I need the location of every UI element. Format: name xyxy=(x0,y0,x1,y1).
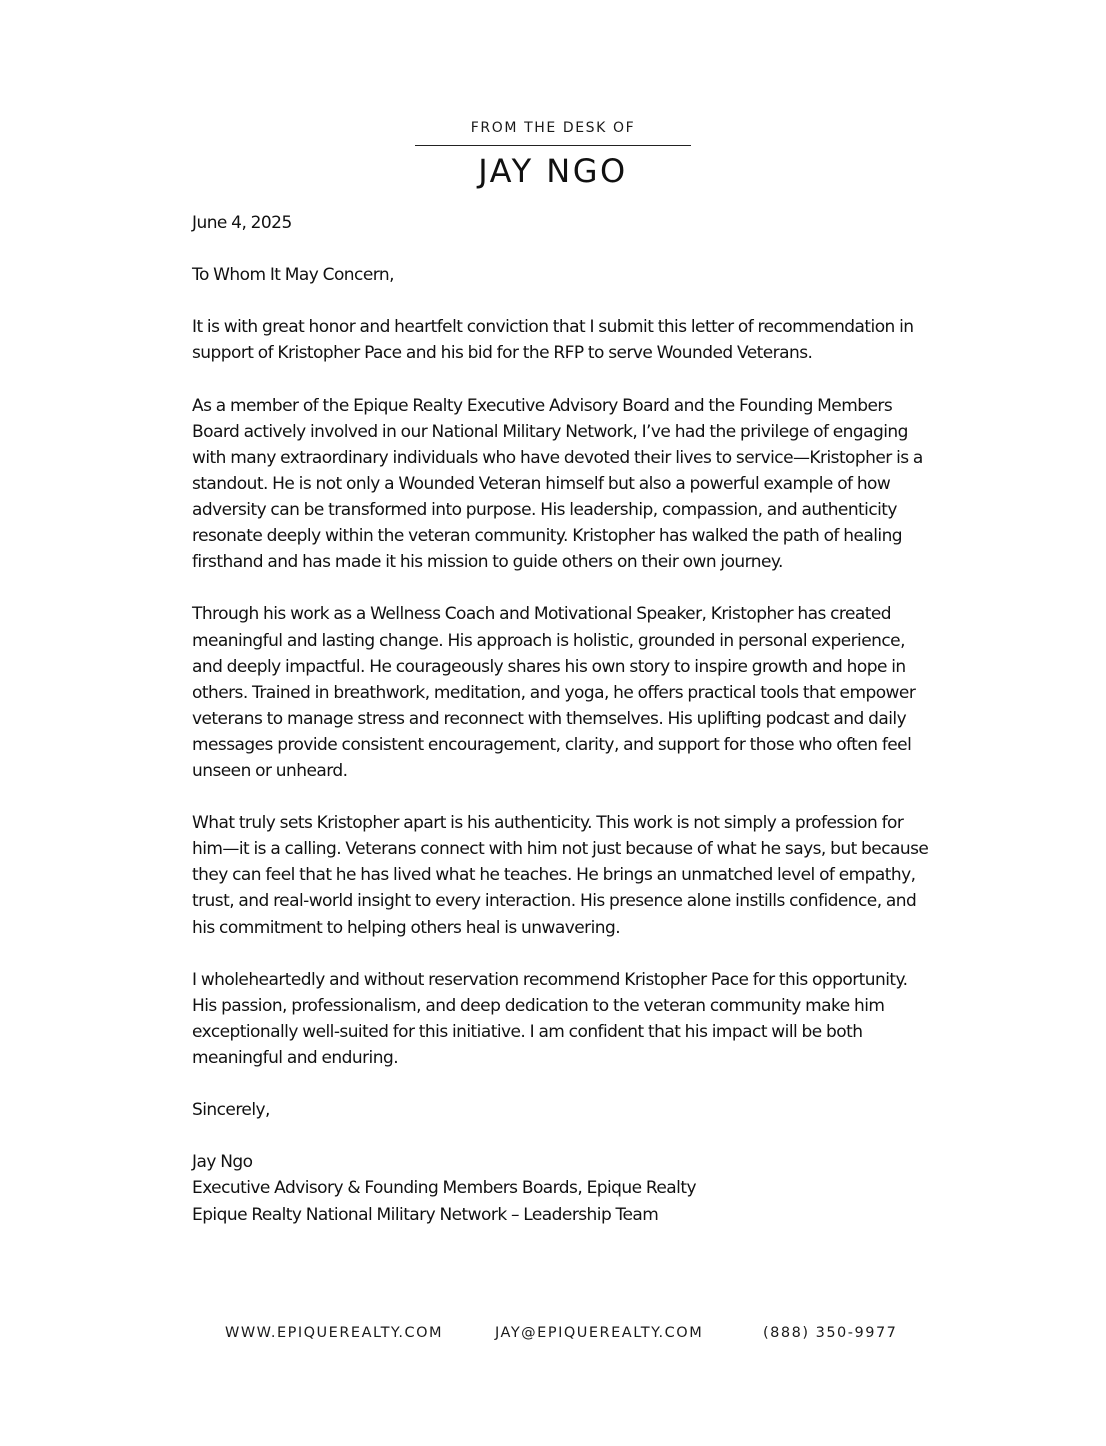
letterhead-name: JAY NGO xyxy=(478,152,628,190)
from-desk-label: FROM THE DESK OF xyxy=(470,120,636,136)
signature-block xyxy=(192,1149,932,1227)
footer-phone[interactable]: (888) 350-9977 xyxy=(763,1325,898,1341)
footer-website-link[interactable]: WWW.EPIQUEREALTY.COM xyxy=(225,1325,443,1341)
letterhead-divider xyxy=(415,145,691,146)
letter-salutation: To Whom It May Concern, xyxy=(192,265,394,286)
signature-title-2: Epique Realty National Military Network – Leadership Team xyxy=(192,1204,659,1225)
letter-paragraph-1: It is with great honor and heartfelt conviction that I submit this letter of recommendation in support of Kristopher Pace and his bid for the RFP to serve Wounded Veterans. xyxy=(192,317,914,364)
footer-email-link[interactable]: JAY@EPIQUEREALTY.COM xyxy=(495,1325,704,1341)
letter-closing: Sincerely, xyxy=(192,1100,270,1121)
letter-date: June 4, 2025 xyxy=(192,213,292,233)
letter-paragraph-5: I wholeheartedly and without reservation recommend Kristopher Pace for this opportunity. His passion, professionalism, and deep dedication to the veteran community make him exceptionally well-suited for this initiative. I am confident that his impact will be both meaningful and enduring. xyxy=(192,969,908,1068)
signature-title-1: Executive Advisory & Founding Members Boards, Epique Realty xyxy=(192,1178,696,1199)
signature-name: Jay Ngo xyxy=(192,1152,253,1173)
letter-paragraph-3: Through his work as a Wellness Coach and Motivational Speaker, Kristopher has created meaningful and lasting change. His approach is holistic, grounded in personal experience, and deeply impactful. He courageously shares his own story to inspire growth and hope in others. Trained in breathwork, meditation, and yoga, he offers practical tools that empower veterans to manage stress and reconnect with themselves. His uplifting podcast and daily messages provide consistent encouragement, clarity, and support for those who often feel unseen or unheard. xyxy=(192,604,916,781)
letter-paragraph-4: What truly sets Kristopher apart is his authenticity. This work is not simply a profession for him—it is a calling. Veterans connect with him not just because of what he says, but because they can feel that he has lived what he teaches. He brings an unmatched level of empathy, trust, and real-world insight to every interaction. His presence alone instills confidence, and his commitment to helping others heal is unwavering. xyxy=(192,813,929,938)
letter-paragraph-2: As a member of the Epique Realty Executive Advisory Board and the Founding Members Board actively involved in our National Military Network, I’ve had the privilege of engaging with many extraordinary individuals who have devoted their lives to service—Kristopher is a standout. He is not only a Wounded Veteran himself but also a powerful example of how adversity can be transformed into purpose. His leadership, compassion, and authenticity resonate deeply within the veteran community. Kristopher has walked the path of healing firsthand and has made it his mission to guide others on their own journey. xyxy=(192,395,923,573)
letter-body xyxy=(192,210,932,1228)
letterhead xyxy=(0,118,1106,190)
